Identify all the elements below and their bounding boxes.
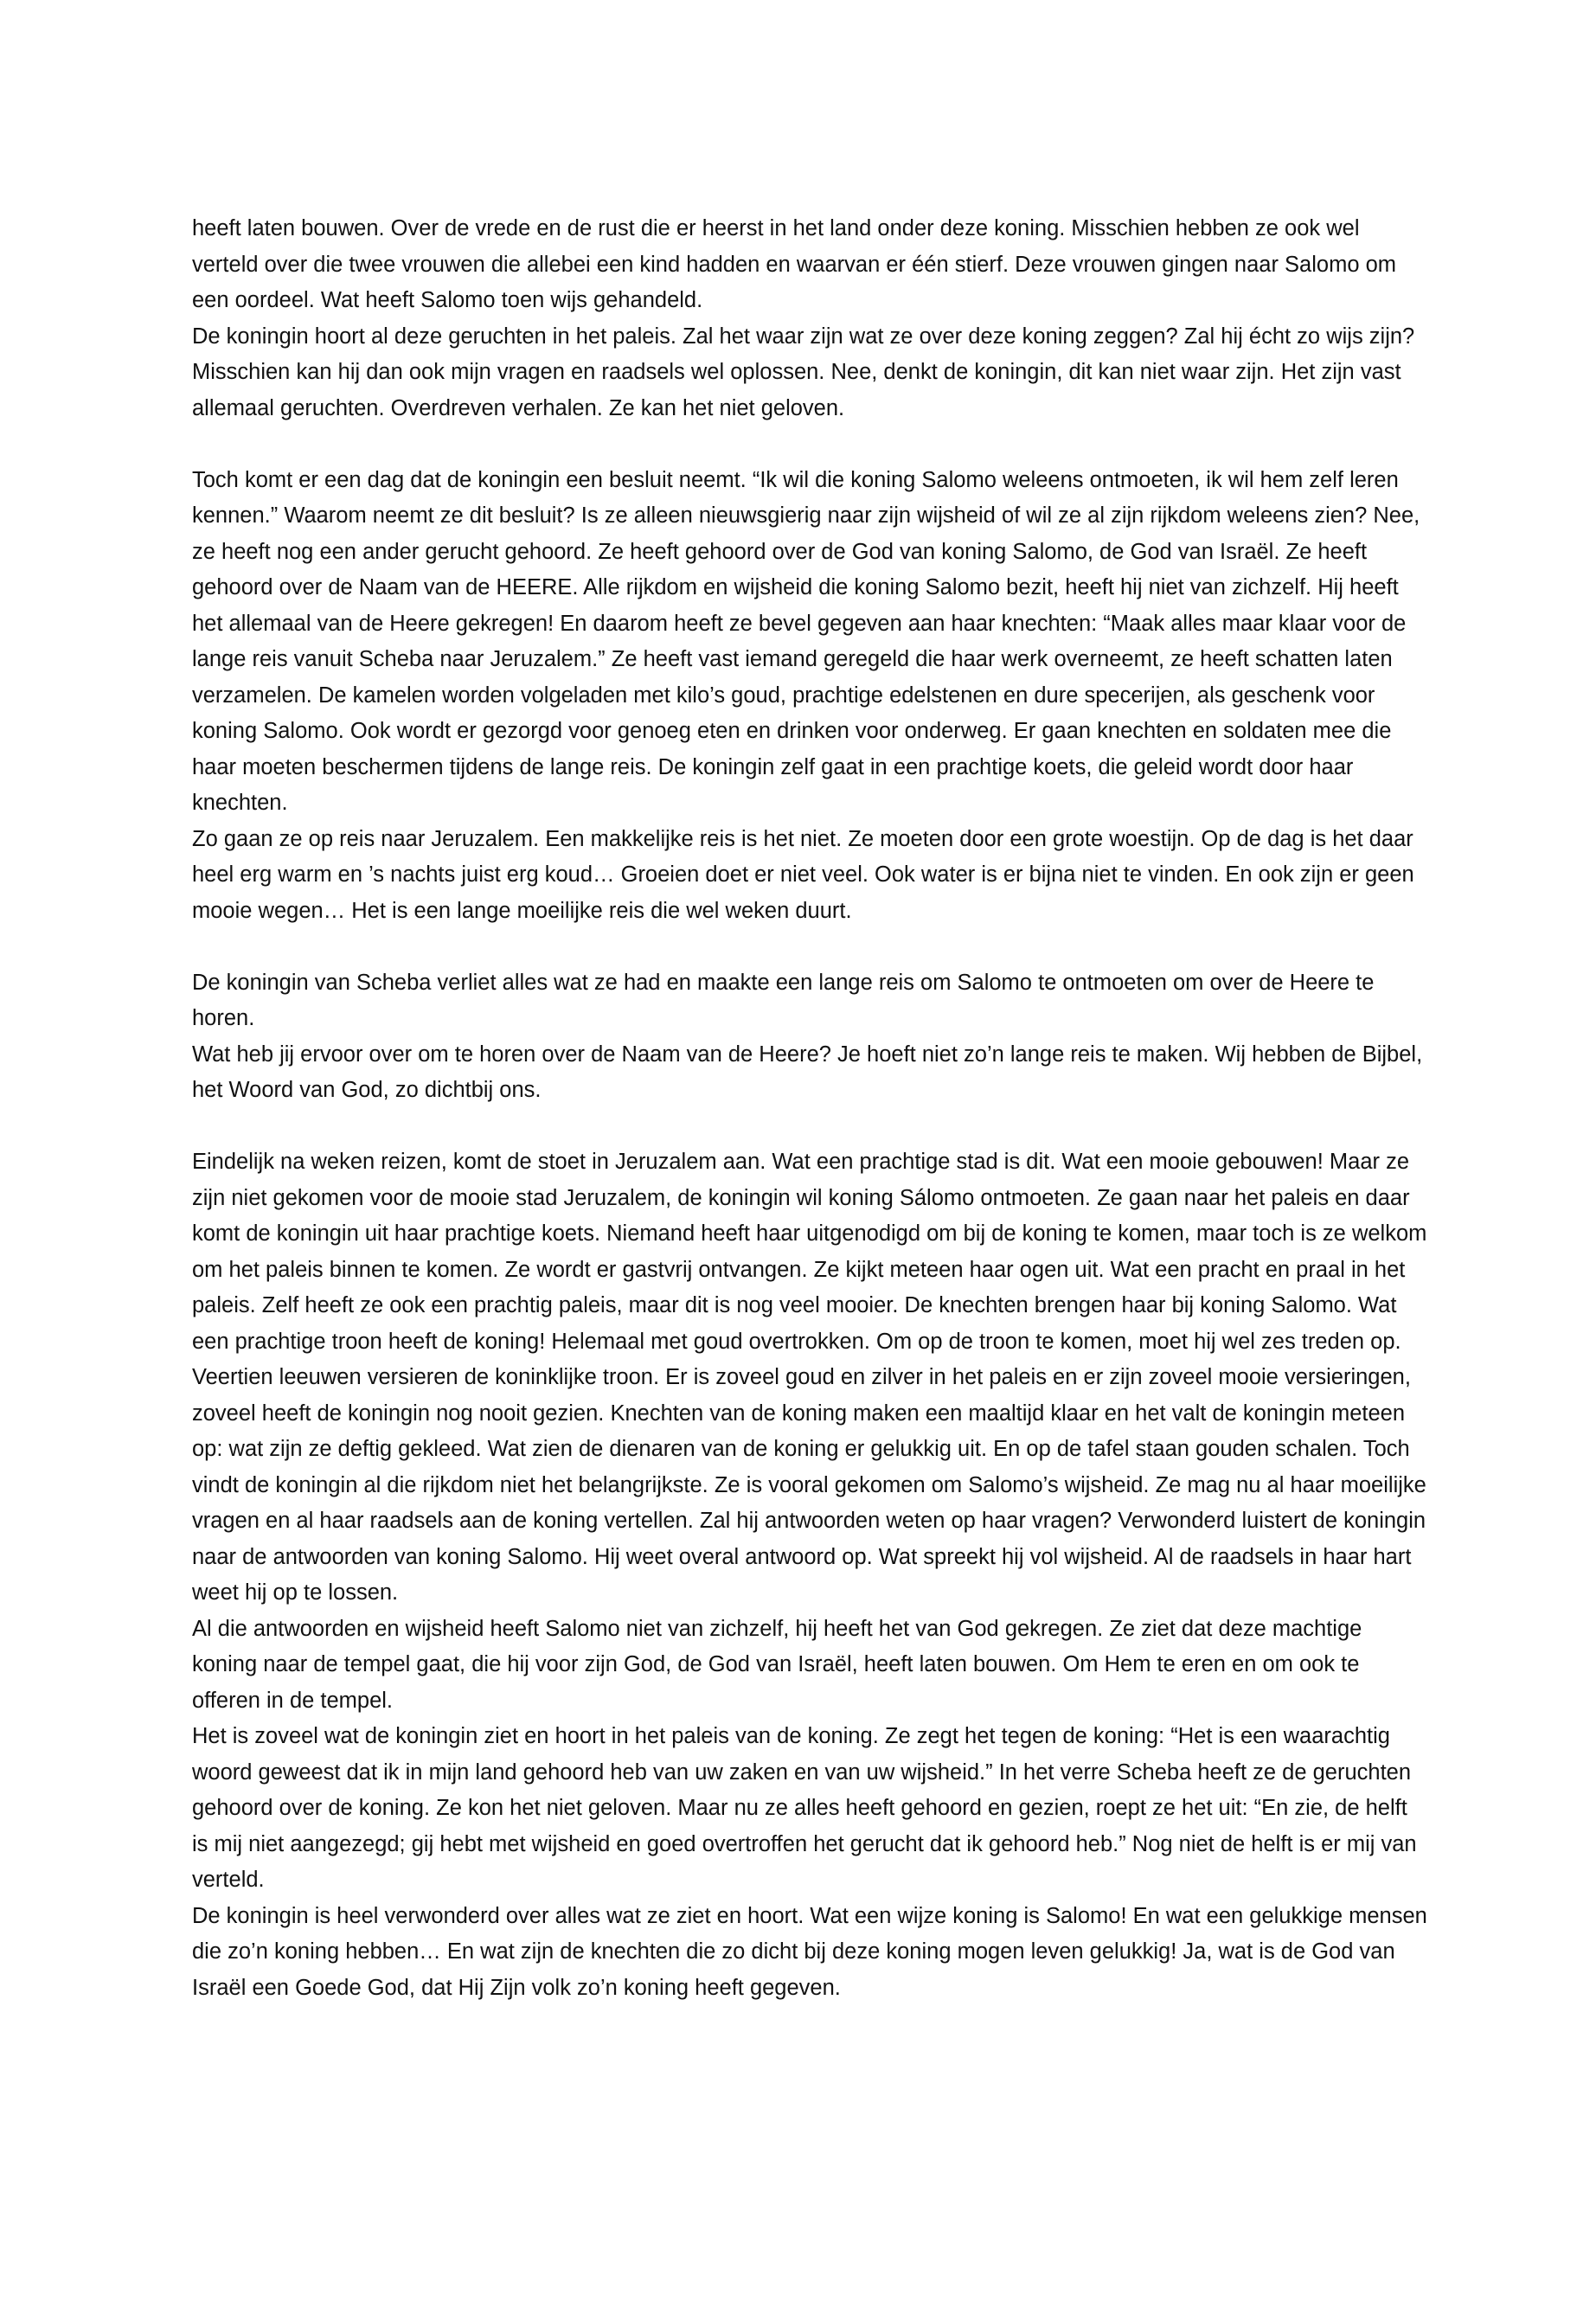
paragraph: Wat heb jij ervoor over om te horen over de Naam van de Heere? Je hoeft niet zo’n lange reis te maken. Wij hebben de Bijbel, het Woord van God, zo dichtbij ons.: [192, 1042, 1423, 1102]
paragraph: heeft laten bouwen. Over de vrede en de rust die er heerst in het land onder deze koning. Misschien hebben ze ook wel verteld over die twee vrouwen die allebei een kind hadden en waarvan er één stierf. Deze vrouwen gingen naar Salomo om een oordeel. Wat heeft Salomo toen wijs gehandeld.: [192, 216, 1397, 312]
paragraph-spacer: [192, 929, 1429, 965]
paragraph: Eindelijk na weken reizen, komt de stoet in Jeruzalem aan. Wat een prachtige stad is dit. Wat een mooie gebouwen! Maar ze zijn niet gekomen voor de mooie stad Jeruzalem, de koningin wil koning Sálomo ontmoeten. Ze gaan naar het paleis en daar komt de koningin uit haar prachtige koets. Niemand heeft haar uitgenodigd om bij de koning te komen, maar toch is ze welkom om het paleis binnen te komen. Ze wordt er gastvrij ontvangen. Ze kijkt meteen haar ogen uit. Wat een pracht en praal in het paleis. Zelf heeft ze ook een prachtig paleis, maar dit is nog veel mooier. De knechten brengen haar bij koning Salomo. Wat een prachtige troon heeft de koning! Helemaal met goud overtrokken. Om op de troon te komen, moet hij wel zes treden op. Veertien leeuwen versieren de koninklijke troon. Er is zoveel goud en zilver in het paleis en er zijn zoveel mooie versieringen, zoveel heeft de koningin nog nooit gezien. Knechten van de koning maken een maaltijd klaar en het valt de koningin meteen op: wat zijn ze deftig gekleed. Wat zien de dienaren van de koning er gelukkig uit. En op de tafel staan gouden schalen. Toch vindt de koningin al die rijkdom niet het belangrijkste. Ze is vooral gekomen om Salomo’s wijsheid. Ze mag nu al haar moeilijke vragen en al haar raadsels aan de koning vertellen. Zal hij antwoorden weten op haar vragen? Verwonderd luistert de koningin naar de antwoorden van koning Salomo. Hij weet overal antwoord op. Wat spreekt hij vol wijsheid. Al de raadsels in haar hart weet hij op te lossen.: [192, 1150, 1427, 1605]
paragraph: Toch komt er een dag dat de koningin een besluit neemt. “Ik wil die koning Salomo weleens ontmoeten, ik wil hem zelf leren kennen.” Waarom neemt ze dit besluit? Is ze alleen nieuwsgierig naar zijn wijsheid of wil ze al zijn rijkdom weleens zien? Nee, ze heeft nog een ander gerucht gehoord. Ze heeft gehoord over de God van koning Salomo, de God van Israël. Ze heeft gehoord over de Naam van de HEERE. Alle rijkdom en wijsheid die koning Salomo bezit, heeft hij niet van zichzelf. Hij heeft het allemaal van de Heere gekregen! En daarom heeft ze bevel gegeven aan haar knechten: “Maak alles maar klaar voor de lange reis vanuit Scheba naar Jeruzalem.” Ze heeft vast iemand geregeld die haar werk overneemt, ze heeft schatten laten verzamelen. De kamelen worden volgeladen met kilo’s goud, prachtige edelstenen en dure specerijen, als geschenk voor koning Salomo. Ook wordt er gezorgd voor genoeg eten en drinken voor onderweg. Er gaan knechten en soldaten mee die haar moeten beschermen tijdens de lange reis. De koningin zelf gaat in een prachtige koets, die geleid wordt door haar knechten.: [192, 467, 1420, 815]
paragraph: De koningin is heel verwonderd over alles wat ze ziet en hoort. Wat een wijze koning is Salomo! En wat een gelukkige mensen die zo’n koning hebben… En wat zijn de knechten die zo dicht bij deze koning mogen leven gelukkig! Ja, wat is de God van Israël een Goede God, dat Hij Zijn volk zo’n koning heeft gegeven.: [192, 1903, 1427, 2000]
paragraph-spacer: [192, 1109, 1429, 1145]
paragraph: Het is zoveel wat de koningin ziet en hoort in het paleis van de koning. Ze zegt het tegen de koning: “Het is een waarachtig woord geweest dat ik in mijn land gehoord heb van uw zaken en van uw wijsheid.” In het verre Scheba heeft ze de geruchten gehoord over de koning. Ze kon het niet geloven. Maar nu ze alles heeft gehoord en gezien, roept ze het uit: “En zie, de helft is mij niet aangezegd; gij hebt met wijsheid en goed overtroffen het gerucht dat ik gehoord heb.” Nog niet de helft is er mij van verteld.: [192, 1724, 1417, 1892]
paragraph: De koningin hoort al deze geruchten in het paleis. Zal het waar zijn wat ze over deze koning zeggen? Zal hij écht zo wijs zijn? Misschien kan hij dan ook mijn vragen en raadsels wel oplossen. Nee, denkt de koningin, dit kan niet waar zijn. Het zijn vast allemaal geruchten. Overdreven verhalen. Ze kan het niet geloven.: [192, 324, 1415, 420]
paragraph-spacer: [192, 426, 1429, 463]
paragraph: Zo gaan ze op reis naar Jeruzalem. Een makkelijke reis is het niet. Ze moeten door een grote woestijn. Op de dag is het daar heel erg warm en ’s nachts juist erg koud… Groeien doet er niet veel. Ook water is er bijna niet te vinden. En ook zijn er geen mooie wegen… Het is een lange moeilijke reis die wel weken duurt.: [192, 826, 1414, 923]
paragraph: De koningin van Scheba verliet alles wat ze had en maakte een lange reis om Salomo te ontmoeten om over de Heere te horen.: [192, 970, 1375, 1030]
document-body: [192, 211, 1429, 2006]
paragraph: Al die antwoorden en wijsheid heeft Salomo niet van zichzelf, hij heeft het van God gekregen. Ze ziet dat deze machtige koning naar de tempel gaat, die hij voor zijn God, de God van Israël, heeft laten bouwen. Om Hem te eren en om ook te offeren in de tempel.: [192, 1616, 1362, 1713]
